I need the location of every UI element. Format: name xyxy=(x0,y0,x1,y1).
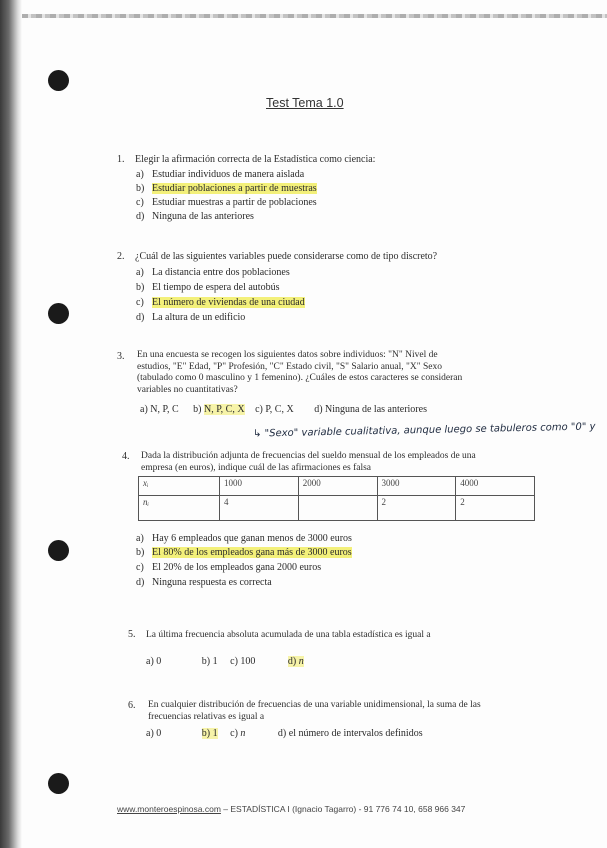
question-1 xyxy=(117,153,375,166)
option-3b: b) N, P, C, X xyxy=(193,404,245,415)
question-text: La última frecuencia absoluta acumulada de una tabla estadística es igual a xyxy=(146,630,431,640)
table-cell: 2 xyxy=(377,496,456,521)
frequency-table xyxy=(138,476,535,521)
option-1c: c) Estudiar muestras a partir de poblaciones xyxy=(136,197,317,208)
table-cell: xᵢ xyxy=(139,477,220,496)
table-cell: 3000 xyxy=(377,477,456,496)
question-number: 3. xyxy=(117,351,125,362)
option-5d xyxy=(288,656,304,667)
scan-top-edge xyxy=(22,14,607,18)
option-3a: a) N, P, C xyxy=(140,404,179,415)
question-text: ¿Cuál de las siguientes variables puede considerarse como de tipo discreto? xyxy=(135,251,438,262)
table-cell: nᵢ xyxy=(139,496,220,521)
highlighted-answer: El número de viviendas de una ciudad xyxy=(152,297,305,308)
page-title: Test Tema 1.0 xyxy=(266,96,344,110)
scan-shadow xyxy=(0,0,22,848)
question-text: En cualquier distribución de frecuencias de una variable unidimensional, la suma de las frecuencias relativas es igual a xyxy=(148,700,481,722)
table-cell: 4 xyxy=(220,496,299,521)
question-6-options xyxy=(146,727,423,740)
table-row xyxy=(139,496,535,521)
highlighted-answer: El 80% de los empleados gana más de 3000 euros xyxy=(152,547,352,558)
highlighted-answer: b) 1 xyxy=(201,728,218,739)
table-cell: 1000 xyxy=(220,477,299,496)
question-number: 2. xyxy=(117,251,125,262)
question-number: 5. xyxy=(128,629,136,640)
question-number: 6. xyxy=(128,700,136,711)
option-4a: a) Hay 6 empleados que ganan menos de 3000 euros xyxy=(136,533,352,544)
option-5c: c) 100 xyxy=(230,656,256,667)
table-cell xyxy=(298,496,377,521)
option-1a: a) Estudiar individuos de manera aislada xyxy=(136,169,305,180)
footer-link[interactable]: www.monteroespinosa.com xyxy=(117,804,221,814)
table-cell: 2000 xyxy=(298,477,377,496)
highlighted-answer: d) n xyxy=(287,656,304,667)
option-2d: d) La altura de un edificio xyxy=(136,312,246,323)
question-text: En una encuesta se recogen los siguientes datos sobre individuos: "N" Nivel de estudios, "E" Edad, "P" Profesión, "C" Estado civil, "S" Salario anual, "X" Sexo (tabulado como 0 masculino y 1 femenino). ¿Cuáles de estos caracteres se consideran variables no cuantitativas? xyxy=(137,350,463,395)
option-3c: c) P, C, X xyxy=(255,404,294,415)
option-6a: a) 0 xyxy=(146,728,162,739)
highlighted-answer: Estudiar poblaciones a partir de muestras xyxy=(152,183,317,194)
question-2 xyxy=(117,250,437,263)
highlighted-answer: N, P, C, X xyxy=(203,404,245,415)
question-number: 4. xyxy=(122,451,130,462)
table-cell: 2 xyxy=(456,496,535,521)
binder-hole-icon xyxy=(48,70,69,91)
option-2a: a) La distancia entre dos poblaciones xyxy=(136,267,290,278)
option-6d: d) el número de intervalos definidos xyxy=(277,728,423,739)
question-text: Elegir la afirmación correcta de la Estadística como ciencia: xyxy=(135,154,376,165)
binder-hole-icon xyxy=(48,303,69,324)
option-4c: c) El 20% de los empleados gana 2000 euros xyxy=(136,562,322,573)
question-text: Dada la distribución adjunta de frecuencias del sueldo mensual de los empleados de una empresa (en euros), indique cuál de las afirmaciones es falsa xyxy=(141,451,476,473)
question-5-options xyxy=(146,655,304,668)
question-3-options xyxy=(140,403,427,416)
page-footer xyxy=(117,804,465,814)
table-cell: 4000 xyxy=(456,477,535,496)
table-row xyxy=(139,477,535,496)
option-3d: d) Ninguna de las anteriores xyxy=(314,404,427,415)
option-6b xyxy=(202,728,218,739)
handwritten-note: ↳ "Sexo" variable cualitativa, aunque luego se tabuleros como "0" y xyxy=(252,421,596,440)
question-number: 1. xyxy=(117,154,125,165)
binder-hole-icon xyxy=(48,773,69,794)
option-2b: b) El tiempo de espera del autobús xyxy=(136,282,280,293)
option-2c: c) El número de viviendas de una ciudad xyxy=(136,297,305,308)
option-5a: a) 0 xyxy=(146,656,162,667)
option-6c: c) n xyxy=(230,728,246,739)
question-5 xyxy=(128,628,431,642)
option-1b: b) Estudiar poblaciones a partir de muestras xyxy=(136,183,317,194)
option-4d: d) Ninguna respuesta es correcta xyxy=(136,577,272,588)
footer-text: – ESTADÍSTICA I (Ignacio Tagarro) - 91 776 74 10, 658 966 347 xyxy=(220,804,466,814)
option-4b: b) El 80% de los empleados gana más de 3000 euros xyxy=(136,547,352,558)
option-5b: b) 1 xyxy=(201,656,218,667)
option-1d: d) Ninguna de las anteriores xyxy=(136,211,254,222)
binder-hole-icon xyxy=(48,540,69,561)
